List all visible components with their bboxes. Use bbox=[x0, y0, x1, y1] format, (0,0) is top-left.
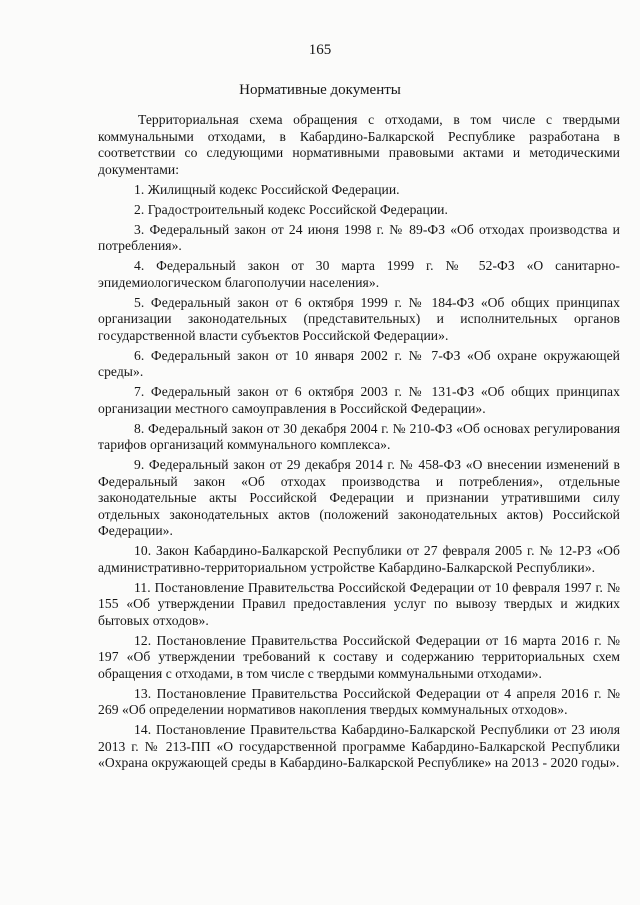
list-item-text: Федеральный закон от 6 октября 1999 г. № 184-ФЗ «Об общих принципах организации законодательных (представительных) и исполнительных органов государственной власти субъектов Российской Федерации». bbox=[98, 294, 620, 343]
list-item-number: 5. bbox=[134, 294, 145, 310]
list-item bbox=[98, 580, 620, 630]
list-item-text: Постановление Правительства Российской Федерации от 10 февраля 1997 г. № 155 «Об утверждении Правил предоставления услуг по вывозу твердых и жидких бытовых отходов». bbox=[98, 579, 620, 628]
list-item-text: Градостроительный кодекс Российской Федерации. bbox=[147, 201, 448, 217]
list-item bbox=[98, 348, 620, 381]
list-item-text: Федеральный закон от 10 января 2002 г. № 7-ФЗ «Об охране окружающей среды». bbox=[98, 347, 621, 379]
list-item-number: 9. bbox=[134, 457, 145, 472]
list-item-number: 2. bbox=[134, 201, 145, 217]
list-item bbox=[98, 543, 620, 576]
list-item bbox=[98, 222, 620, 255]
list-item-number: 10. bbox=[134, 543, 152, 558]
list-item bbox=[98, 202, 620, 219]
list-item-number: 12. bbox=[134, 632, 152, 648]
list-item-number: 6. bbox=[134, 347, 145, 363]
list-item-number: 7. bbox=[134, 384, 145, 399]
list-item-text: Закон Кабардино-Балкарской Республики от 27 февраля 2005 г. № 12-РЗ «Об административно-территориальном устройстве Кабардино-Балкарской Республики». bbox=[98, 543, 621, 575]
list-item bbox=[98, 722, 620, 772]
list-item bbox=[98, 384, 620, 417]
list-item-text: Федеральный закон от 29 декабря 2014 г. № 458-ФЗ «О внесении изменений в Федеральный закон «Об отходах производства и потребления», отдельные законодательные акты Российской Федерации и признании утратившими силу отдельных законодательных актов (положений законодательных актов) Российской Федерации». bbox=[98, 457, 620, 538]
list-item bbox=[98, 457, 620, 540]
list-item-number: 4. bbox=[134, 258, 145, 273]
list-item-text: Постановление Правительства Российской Федерации от 4 апреля 2016 г. № 269 «Об определении нормативов накопления твердых коммунальных отходов». bbox=[98, 685, 621, 717]
list-item-number: 13. bbox=[134, 685, 152, 701]
list-item-number: 11. bbox=[134, 579, 151, 595]
list-item-number: 8. bbox=[134, 420, 145, 436]
list-item-number: 14. bbox=[134, 722, 152, 737]
list-item-number: 1. bbox=[134, 181, 145, 197]
list-item-number: 3. bbox=[134, 221, 145, 237]
intro-paragraph: Территориальная схема обращения с отходами, в том числе с твердыми коммунальными отходами, в Кабардино-Балкарской Республике разработана в соответствии со следующими нормативными правовыми актами и методическими документами: bbox=[98, 112, 620, 177]
list-item bbox=[98, 633, 620, 683]
list-item-text: Федеральный закон от 30 декабря 2004 г. № 210-ФЗ «Об основах регулирования тарифов организаций коммунального комплекса». bbox=[98, 420, 620, 452]
list-item bbox=[98, 182, 620, 199]
list-item-text: Постановление Правительства Кабардино-Балкарской Республики от 23 июля 2013 г. № 213-ПП «О государственной программе Кабардино-Балкарской Республики «Охрана окружающей среды в Кабардино-Балкарской Республике» на 2013 - 2020 годы». bbox=[98, 722, 621, 770]
list-item-text: Жилищный кодекс Российской Федерации. bbox=[147, 181, 400, 197]
list-item-text: Федеральный закон от 30 марта 1999 г. № 52-ФЗ «О санитарно-эпидемиологическом благополучии населения». bbox=[98, 258, 620, 290]
list-item bbox=[98, 421, 620, 454]
list-item-text: Постановление Правительства Российской Федерации от 16 марта 2016 г. № 197 «Об утверждении требований к составу и содержанию территориальных схем обращения с отходами, в том числе с твердыми коммунальными отходами». bbox=[98, 632, 620, 681]
list-item-text: Федеральный закон от 6 октября 2003 г. № 131-ФЗ «Об общих принципах организации местного самоуправления в Российской Федерации». bbox=[98, 384, 620, 416]
list-item bbox=[98, 686, 620, 719]
document-body bbox=[98, 112, 620, 772]
list-item bbox=[98, 258, 620, 291]
list-item bbox=[98, 295, 620, 345]
list-item-text: Федеральный закон от 24 июня 1998 г. № 89-ФЗ «Об отходах производства и потребления». bbox=[98, 221, 620, 253]
page-number: 165 bbox=[308, 42, 332, 58]
normative-documents-list bbox=[98, 182, 620, 772]
page-title: Нормативные документы bbox=[239, 82, 401, 98]
